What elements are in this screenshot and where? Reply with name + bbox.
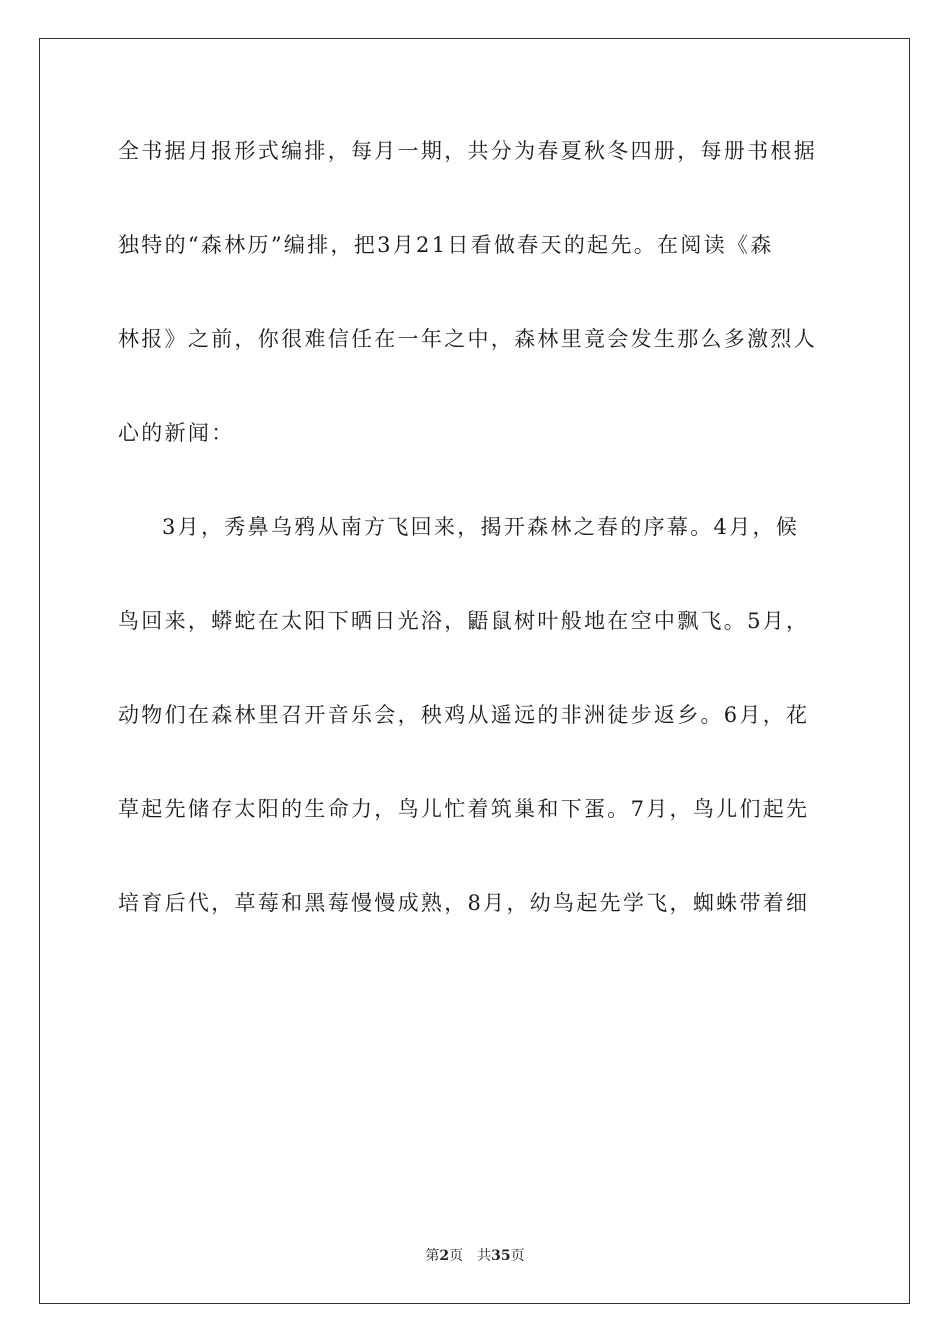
text-line: 林报》之前，你很难信任在一年之中，森林里竟会发生那么多激烈人	[118, 327, 817, 351]
total-prefix: 共	[477, 1248, 492, 1264]
page-suffix: 页	[449, 1248, 464, 1264]
text-line: 动物们在森林里召开音乐会，秧鸡从遥远的非洲徒步返乡。6月，花	[118, 703, 810, 727]
page-current-number: 2	[439, 1248, 450, 1264]
page-total-number: 35	[491, 1248, 511, 1264]
page-prefix: 第	[425, 1248, 440, 1264]
text-line: 心的新闻：	[118, 421, 235, 445]
text-line: 培育后代，草莓和黑莓慢慢成熟，8月，幼鸟起先学飞，蜘蛛带着细	[118, 891, 810, 915]
text-line: 鸟回来，蟒蛇在太阳下晒日光浴，鼯鼠树叶般地在空中飘飞。5月，	[118, 609, 810, 633]
text-line: 全书据月报形式编排，每月一期，共分为春夏秋冬四册，每册书根据	[118, 139, 817, 163]
page-footer	[0, 1246, 950, 1266]
text-line-indented: 3月，秀鼻乌鸦从南方飞回来，揭开森林之春的序幕。4月，候	[162, 515, 800, 539]
text-line: 独特的“森林历”编排，把3月21日看做春天的起先。在阅读《森	[118, 233, 774, 257]
total-suffix: 页	[510, 1248, 525, 1264]
text-line: 草起先储存太阳的生命力，鸟儿忙着筑巢和下蛋。7月，鸟儿们起先	[118, 797, 810, 821]
document-body	[118, 121, 832, 967]
